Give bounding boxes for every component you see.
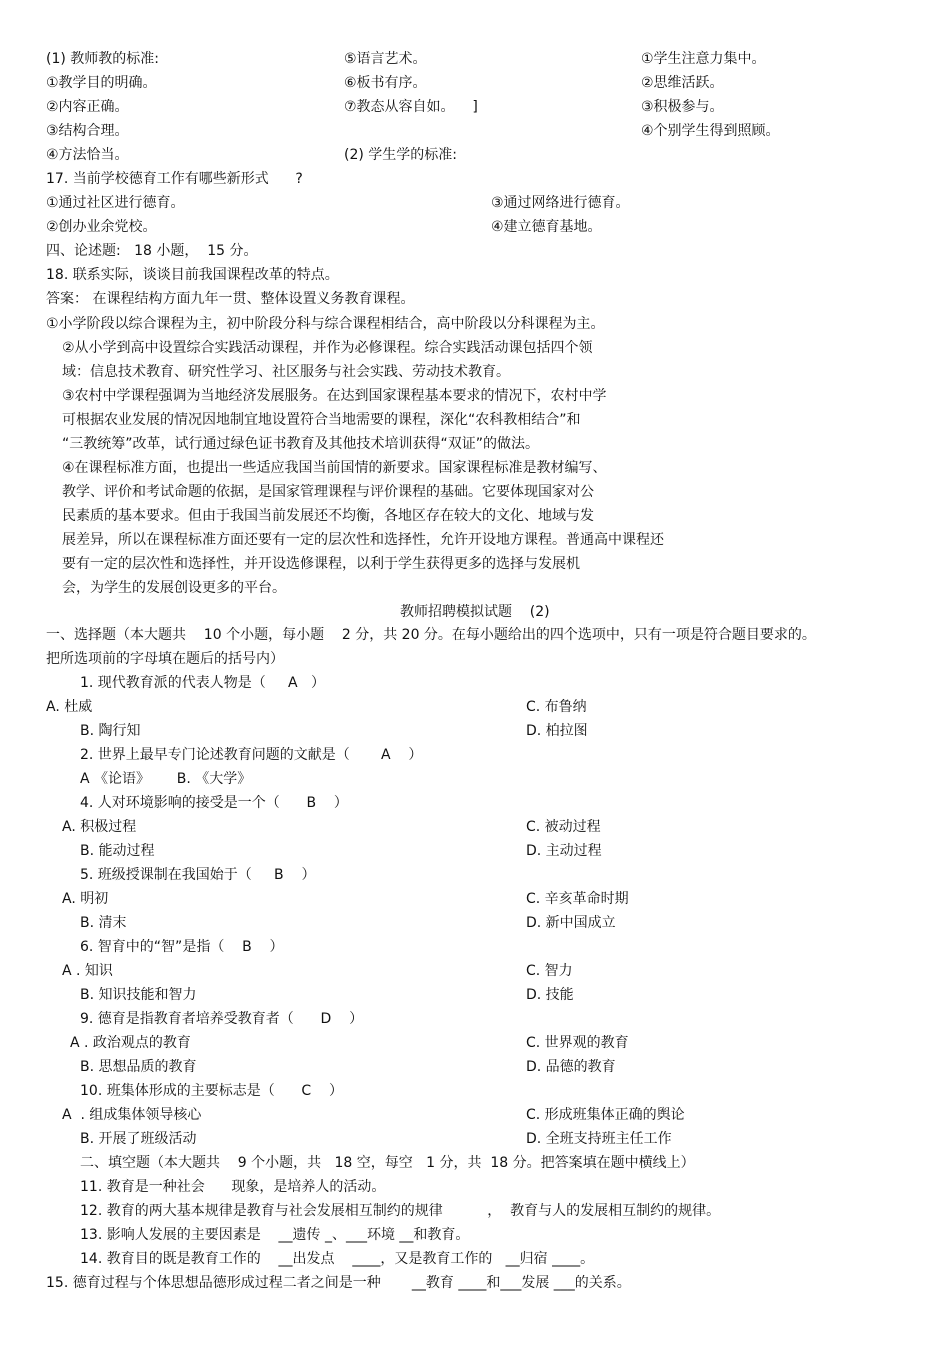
answer-line: 可根据农业发展的情况因地制宜地设置符合当地需要的课程，深化“农科教相结合”和 bbox=[62, 412, 581, 428]
option: B. 开展了班级活动 bbox=[80, 1131, 197, 1147]
option: D. 新中国成立 bbox=[526, 915, 616, 931]
answer-line: 民素质的基本要求。但由于我国当前发展还不均衡，各地区存在较大的文化、地域与发 bbox=[62, 508, 594, 524]
option: B. 知识技能和智力 bbox=[80, 987, 197, 1003]
answer-line: ④在课程标准方面，也提出一些适应我国当前国情的新要求。国家课程标准是教材编写、 bbox=[62, 460, 607, 476]
teacher-standard-item: ①教学目的明确。 bbox=[46, 75, 157, 91]
answer-line: 会，为学生的发展创设更多的平台。 bbox=[62, 580, 286, 596]
teacher-standard-item: ⑥板书有序。 bbox=[344, 75, 427, 91]
option: C. 智力 bbox=[526, 963, 573, 979]
question: 15. 德育过程与个体思想品德形成过程二者之间是一种 __教育 ____和___发展 ___的关系。 bbox=[46, 1275, 631, 1291]
option: C. 被动过程 bbox=[526, 819, 601, 835]
teacher-standard-item: ⑦教态从容自如。 ] bbox=[344, 99, 478, 115]
option: C. 辛亥革命时期 bbox=[526, 891, 629, 907]
answer-line: 教学、评价和考试命题的依据，是国家管理课程与评价课程的基础。它要体现国家对公 bbox=[62, 484, 594, 500]
option: A . 政治观点的教育 bbox=[70, 1035, 191, 1051]
student-standard-heading: (2) 学生学的标准: bbox=[344, 147, 457, 163]
question: 12. 教育的两大基本规律是教育与社会发展相互制约的规律 ， 教育与人的发展相互制约的规律。 bbox=[80, 1203, 721, 1219]
exam-title: 教师招聘模拟试题 (2) bbox=[400, 604, 550, 620]
teacher-standard-item: ⑤语言艺术。 bbox=[344, 51, 427, 67]
question: 10. 班集体形成的主要标志是（ C ） bbox=[80, 1083, 343, 1099]
student-standard-item: ③积极参与。 bbox=[641, 99, 724, 115]
option: A. 积极过程 bbox=[62, 819, 137, 835]
option: C. 布鲁纳 bbox=[526, 699, 587, 715]
option: D. 柏拉图 bbox=[526, 723, 588, 739]
question: 9. 德育是指教育者培养受教育者（ D ） bbox=[80, 1011, 364, 1027]
option: D. 品德的教育 bbox=[526, 1059, 616, 1075]
option: D. 技能 bbox=[526, 987, 574, 1003]
question-17: 17. 当前学校德育工作有哪些新形式 ? bbox=[46, 171, 303, 187]
question: 11. 教育是一种社会 现象，是培养人的活动。 bbox=[80, 1179, 386, 1195]
option: B. 思想品质的教育 bbox=[80, 1059, 197, 1075]
question: 14. 教育目的既是教育工作的 __出发点 ____，又是教育工作的 __归宿 ____。 bbox=[80, 1251, 595, 1267]
answer-line: 要有一定的层次性和选择性，并开设选修课程，以利于学生获得更多的选择与发展机 bbox=[62, 556, 580, 572]
question: 13. 影响人发展的主要因素是 __遗传 _、___环境 __和教育。 bbox=[80, 1227, 470, 1243]
question: 4. 人对环境影响的接受是一个（ B ） bbox=[80, 795, 348, 811]
option: A. 明初 bbox=[62, 891, 109, 907]
option: C. 世界观的教育 bbox=[526, 1035, 629, 1051]
question: 2. 世界上最早专门论述教育问题的文献是（ A ） bbox=[80, 747, 423, 763]
answer-line: 展差异，所以在课程标准方面还要有一定的层次性和选择性，允许开设地方课程。普通高中课程还 bbox=[62, 532, 664, 548]
option: C. 形成班集体正确的舆论 bbox=[526, 1107, 685, 1123]
teacher-standard-item: ②内容正确。 bbox=[46, 99, 129, 115]
answer-item: ④建立德育基地。 bbox=[491, 219, 602, 235]
answer-item: ③通过网络进行德育。 bbox=[491, 195, 630, 211]
student-standard-item: ④个别学生得到照顾。 bbox=[641, 123, 780, 139]
answer-line: ②从小学到高中设置综合实践活动课程，并作为必修课程。综合实践活动课包括四个领 bbox=[62, 340, 593, 356]
answer-item: ②创办业余党校。 bbox=[46, 219, 157, 235]
answer-line: ③农村中学课程强调为当地经济发展服务。在达到国家课程基本要求的情况下，农村中学 bbox=[62, 388, 607, 404]
student-standard-item: ①学生注意力集中。 bbox=[641, 51, 766, 67]
option: A 《论语》 B. 《大学》 bbox=[80, 771, 252, 787]
section-heading: 四、论述题: 18 小题， 15 分。 bbox=[46, 243, 258, 259]
option: B. 陶行知 bbox=[80, 723, 141, 739]
teacher-standard-item: ③结构合理。 bbox=[46, 123, 129, 139]
option: B. 能动过程 bbox=[80, 843, 155, 859]
question: 5. 班级授课制在我国始于（ B ） bbox=[80, 867, 316, 883]
option: D. 全班支持班主任工作 bbox=[526, 1131, 672, 1147]
answer-line: “三教统筹”改革，试行通过绿色证书教育及其他技术培训获得“双证”的做法。 bbox=[62, 436, 540, 452]
section-heading: 把所选项前的字母填在题后的括号内） bbox=[46, 651, 284, 667]
answer-item: ①通过社区进行德育。 bbox=[46, 195, 185, 211]
section-heading: 二、填空题（本大题共 9 个小题，共 18 空，每空 1 分，共 18 分。把答案填在题中横线上） bbox=[80, 1155, 695, 1171]
answer-line: 域：信息技术教育、研究性学习、社区服务与社会实践、劳动技术教育。 bbox=[62, 364, 510, 380]
answer-heading: 答案： 在课程结构方面九年一贯、整体设置义务教育课程。 bbox=[46, 291, 415, 307]
option: B. 清末 bbox=[80, 915, 127, 931]
question: 6. 智育中的“智”是指（ B ） bbox=[80, 939, 284, 955]
option: A . 知识 bbox=[62, 963, 113, 979]
option: A. 杜威 bbox=[46, 699, 93, 715]
section-heading: 一、选择题（本大题共 10 个小题，每小题 2 分，共 20 分。在每小题给出的四个选项中，只有一项是符合题目要求的。 bbox=[46, 627, 816, 643]
teacher-standard-item: ④方法恰当。 bbox=[46, 147, 129, 163]
option: A . 组成集体领导核心 bbox=[62, 1107, 202, 1123]
question-18: 18. 联系实际，谈谈目前我国课程改革的特点。 bbox=[46, 267, 339, 283]
answer-line: ①小学阶段以综合课程为主，初中阶段分科与综合课程相结合，高中阶段以分科课程为主。 bbox=[46, 316, 605, 332]
student-standard-item: ②思维活跃。 bbox=[641, 75, 724, 91]
option: D. 主动过程 bbox=[526, 843, 602, 859]
question: 1. 现代教育派的代表人物是（ A ） bbox=[80, 675, 325, 691]
teacher-standard-heading: (1) 教师教的标准: bbox=[46, 51, 159, 67]
